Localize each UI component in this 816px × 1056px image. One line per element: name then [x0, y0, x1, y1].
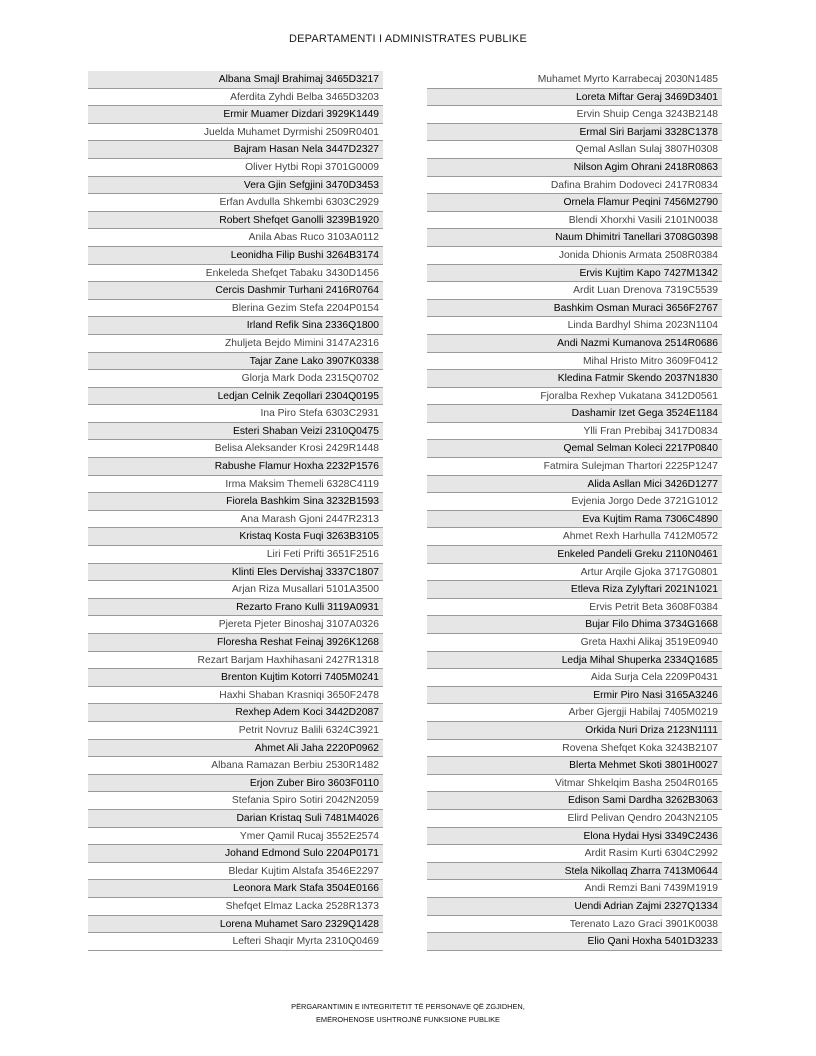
list-item: Blerta Mehmet Skoti 3801H0027	[427, 757, 722, 775]
list-item: Ina Piro Stefa 6303C2931	[88, 405, 383, 423]
list-item: Robert Shefqet Ganolli 3239B1920	[88, 212, 383, 230]
list-item: Ylli Fran Prebibaj 3417D0834	[427, 423, 722, 441]
list-item: Aida Surja Cela 2209P0431	[427, 669, 722, 687]
list-item: Shefqet Elmaz Lacka 2528R1373	[88, 898, 383, 916]
list-item: Ahmet Rexh Harhulla 7412M0572	[427, 528, 722, 546]
list-item: Liri Feti Prifti 3651F2516	[88, 546, 383, 564]
list-item: Vera Gjin Sefgjini 3470D3453	[88, 177, 383, 195]
list-item: Albana Ramazan Berbiu 2530R1482	[88, 757, 383, 775]
list-item: Enkeled Pandeli Greku 2110N0461	[427, 546, 722, 564]
list-item: Jonida Dhionis Armata 2508R0384	[427, 247, 722, 265]
list-item: Lefteri Shaqir Myrta 2310Q0469	[88, 933, 383, 951]
list-item: Edison Sami Dardha 3262B3063	[427, 792, 722, 810]
list-item: Darian Kristaq Suli 7481M4026	[88, 810, 383, 828]
list-item: Andi Nazmi Kumanova 2514R0686	[427, 335, 722, 353]
list-item: Evjenia Jorgo Dede 3721G1012	[427, 493, 722, 511]
list-item: Greta Haxhi Alikaj 3519E0940	[427, 634, 722, 652]
list-item: Qemal Asllan Sulaj 3807H0308	[427, 141, 722, 159]
list-item: Enkeleda Shefqet Tabaku 3430D1456	[88, 265, 383, 283]
list-item: Rovena Shefqet Koka 3243B2107	[427, 740, 722, 758]
list-item: Ardit Luan Drenova 7319C5539	[427, 282, 722, 300]
list-item: Fjoralba Rexhep Vukatana 3412D0561	[427, 388, 722, 406]
list-item: Belisa Aleksander Krosi 2429R1448	[88, 440, 383, 458]
footer-line-2: EMËROHENOSE USHTROJNË FUNKSIONE PUBLIKE	[316, 1015, 500, 1024]
list-item: Linda Bardhyl Shima 2023N1104	[427, 317, 722, 335]
list-item: Alida Asllan Mici 3426D1277	[427, 476, 722, 494]
list-item: Ervis Petrit Beta 3608F0384	[427, 599, 722, 617]
page-title: DEPARTAMENTI I ADMINISTRATES PUBLIKE	[288, 33, 528, 45]
list-item: Ana Marash Gjoni 2447R2313	[88, 511, 383, 529]
list-item: Bledar Kujtim Alstafa 3546E2297	[88, 863, 383, 881]
list-item: Erjon Zuber Biro 3603F0110	[88, 775, 383, 793]
list-item: Etleva Riza Zylyftari 2021N1021	[427, 581, 722, 599]
list-item: Artur Arqile Gjoka 3717G0801	[427, 564, 722, 582]
list-item: Cercis Dashmir Turhani 2416R0764	[88, 282, 383, 300]
list-item: Nilson Agim Ohrani 2418R0863	[427, 159, 722, 177]
list-item: Bajram Hasan Nela 3447D2327	[88, 141, 383, 159]
list-item: Arjan Riza Musallari 5101A3500	[88, 581, 383, 599]
list-item: Orkida Nuri Driza 2123N1111	[427, 722, 722, 740]
list-item: Fiorela Bashkim Sina 3232B1593	[88, 493, 383, 511]
list-item: Aferdita Zyhdi Belba 3465D3203	[88, 89, 383, 107]
list-item: Zhuljeta Bejdo Mimini 3147A2316	[88, 335, 383, 353]
list-item: Erfan Avdulla Shkembi 6303C2929	[88, 194, 383, 212]
list-item: Blendi Xhorxhi Vasili 2101N0038	[427, 212, 722, 230]
list-item: Rezarto Frano Kulli 3119A0931	[88, 599, 383, 617]
list-item: Elona Hydai Hysi 3349C2436	[427, 828, 722, 846]
list-item: Elio Qani Hoxha 5401D3233	[427, 933, 722, 951]
list-item: Johand Edmond Sulo 2204P0171	[88, 845, 383, 863]
list-item: Esteri Shaban Veizi 2310Q0475	[88, 423, 383, 441]
list-item: Leonidha Filip Bushi 3264B3174	[88, 247, 383, 265]
list-item: Uendi Adrian Zajmi 2327Q1334	[427, 898, 722, 916]
list-item: Bashkim Osman Muraci 3656F2767	[427, 300, 722, 318]
list-item: Rezart Barjam Haxhihasani 2427R1318	[88, 652, 383, 670]
list-item: Vitmar Shkelqim Basha 2504R0165	[427, 775, 722, 793]
list-item: Klinti Eles Dervishaj 3337C1807	[88, 564, 383, 582]
list-item: Ermir Muamer Dizdari 3929K1449	[88, 106, 383, 124]
right-column-list	[427, 71, 722, 951]
list-item: Pjereta Pjeter Binoshaj 3107A0326	[88, 616, 383, 634]
list-item: Fatmira Sulejman Thartori 2225P1247	[427, 458, 722, 476]
list-item: Lorena Muhamet Saro 2329Q1428	[88, 916, 383, 934]
list-item: Ervis Kujtim Kapo 7427M1342	[427, 265, 722, 283]
footer	[0, 1000, 816, 1026]
list-item: Dashamir Izet Gega 3524E1184	[427, 405, 722, 423]
list-item: Haxhi Shaban Krasniqi 3650F2478	[88, 687, 383, 705]
list-item: Terenato Lazo Graci 3901K0038	[427, 916, 722, 934]
list-item: Muhamet Myrto Karrabecaj 2030N1485	[427, 71, 722, 89]
list-item: Ermir Piro Nasi 3165A3246	[427, 687, 722, 705]
list-item: Stela Nikollaq Zharra 7413M0644	[427, 863, 722, 881]
list-item: Irma Maksim Themeli 6328C4119	[88, 476, 383, 494]
list-item: Petrit Novruz Balili 6324C3921	[88, 722, 383, 740]
list-item: Blerina Gezim Stefa 2204P0154	[88, 300, 383, 318]
list-item: Rexhep Adem Koci 3442D2087	[88, 704, 383, 722]
list-item: Qemal Selman Koleci 2217P0840	[427, 440, 722, 458]
list-item: Leonora Mark Stafa 3504E0166	[88, 880, 383, 898]
list-item: Bujar Filo Dhima 3734G1668	[427, 616, 722, 634]
list-item: Ardit Rasim Kurti 6304C2992	[427, 845, 722, 863]
list-item: Stefania Spiro Sotiri 2042N2059	[88, 792, 383, 810]
list-item: Dafina Brahim Dodoveci 2417R0834	[427, 177, 722, 195]
list-item: Ahmet Ali Jaha 2220P0962	[88, 740, 383, 758]
list-item: Ornela Flamur Peqini 7456M2790	[427, 194, 722, 212]
list-item: Brenton Kujtim Kotorri 7405M0241	[88, 669, 383, 687]
list-item: Andi Remzi Bani 7439M1919	[427, 880, 722, 898]
list-item: Ledja Mihal Shuperka 2334Q1685	[427, 652, 722, 670]
list-item: Floresha Reshat Feinaj 3926K1268	[88, 634, 383, 652]
list-item: Kledina Fatmir Skendo 2037N1830	[427, 370, 722, 388]
list-item: Irland Refik Sina 2336Q1800	[88, 317, 383, 335]
list-item: Oliver Hytbi Ropi 3701G0009	[88, 159, 383, 177]
list-item: Anila Abas Ruco 3103A0112	[88, 229, 383, 247]
list-item: Glorja Mark Doda 2315Q0702	[88, 370, 383, 388]
list-item: Naum Dhimitri Tanellari 3708G0398	[427, 229, 722, 247]
list-item: Albana Smajl Brahimaj 3465D3217	[88, 71, 383, 89]
left-column-list	[88, 71, 383, 951]
list-item: Mihal Hristo Mitro 3609F0412	[427, 353, 722, 371]
footer-line-1: PËRGARANTIMIN E INTEGRITETIT TË PERSONAVE QË ZGJIDHEN,	[291, 1002, 525, 1011]
list-item: Eva Kujtim Rama 7306C4890	[427, 511, 722, 529]
list-item: Ymer Qamil Rucaj 3552E2574	[88, 828, 383, 846]
list-item: Rabushe Flamur Hoxha 2232P1576	[88, 458, 383, 476]
list-item: Tajar Zane Lako 3907K0338	[88, 353, 383, 371]
list-item: Arber Gjergji Habilaj 7405M0219	[427, 704, 722, 722]
list-item: Ervin Shuip Cenga 3243B2148	[427, 106, 722, 124]
list-item: Loreta Miftar Geraj 3469D3401	[427, 89, 722, 107]
list-item: Juelda Muhamet Dyrmishi 2509R0401	[88, 124, 383, 142]
list-item: Ermal Siri Barjami 3328C1378	[427, 124, 722, 142]
list-item: Kristaq Kosta Fuqi 3263B3105	[88, 528, 383, 546]
list-item: Ledjan Celnik Zeqollari 2304Q0195	[88, 388, 383, 406]
list-item: Elird Pelivan Qendro 2043N2105	[427, 810, 722, 828]
